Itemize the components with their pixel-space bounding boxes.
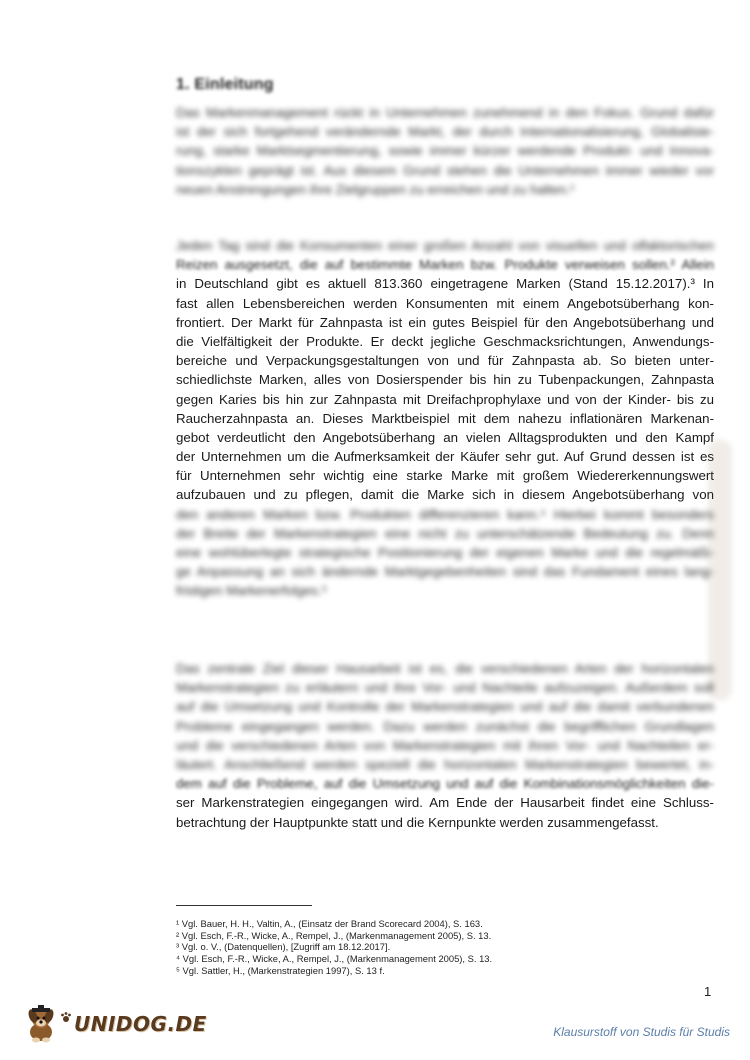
footnote: ² Vgl. Esch, F.-R., Wicke, A., Rempel, J., (Markenmanagement 2005), S. 13. (176, 929, 492, 941)
text-line-blurred: ge Anpassung an sich ändernde Marktgegebenheiten sind das Fundament eines lang- (176, 564, 714, 580)
logo-text: UNIDOG.DE (74, 1012, 207, 1036)
text-line: in Deutschland gibt es aktuell 813.360 eingetragene Marken (Stand 15.12.2017).³ In (176, 276, 714, 292)
text-line: aufzubauen und zu pflegen, damit die Marke sich in diesem Angebotsüberhang von (176, 487, 714, 503)
paw-icon (60, 1011, 72, 1023)
dog-mascot-icon (24, 1004, 58, 1044)
text-line-blurred: fristigen Markenerfolges.⁵ (176, 583, 328, 599)
footnotes (176, 918, 716, 977)
text-line-partial: dem auf die Probleme, auf die Umsetzung und auf die Kombinationsmöglichkeiten die- (176, 776, 714, 792)
text-line-blurred: der Breite der Markenstrategien eine nicht zu unterschätzende Bedeutung zu. Denn (176, 525, 714, 541)
text-line-blurred: Jeden Tag sind die Konsumenten einer großen Anzahl von visuellen und olfaktorischen (176, 238, 714, 253)
text-line-blurred: Das zentrale Ziel dieser Hausarbeit ist es, die verschiedenen Arten der horizontalen (176, 661, 714, 676)
footnote: ⁵ Vgl. Sattler, H., (Markenstrategien 1997), S. 13 f. (176, 964, 385, 976)
text-line: fast allen Lebensbereichen werden Konsumenten mit einem Angebotsüberhang kon- (176, 295, 714, 311)
text-line: betrachtung der Hauptpunkte statt und die Kernpunkte werden zusammengefasst. (176, 814, 659, 830)
paragraph-goal (176, 659, 714, 832)
footer-tagline: Klausurstoff von Studis für Studis (553, 1025, 730, 1039)
text-line: ser Markenstrategien eingegangen wird. Am Ende der Hausarbeit findet eine Schluss- (176, 795, 714, 811)
text-line: schiedlichste Marken, alles von Dosierspender bis hin zu Tubenpackungen, Zahnpasta (176, 372, 714, 388)
text-line: bereiche und Verpackungsgestaltungen von und für Zahnpasta ab. So bieten unter- (176, 353, 714, 369)
watermark-icon (700, 440, 740, 700)
footnote: ³ Vgl. o. V., (Datenquellen), [Zugriff am 18.12.2017]. (176, 941, 391, 953)
text-line: frontiert. Der Markt für Zahnpasta ist ein gutes Beispiel für den Angebotsüberhang und (176, 314, 714, 330)
footnote: ¹ Vgl. Bauer, H. H., Valtin, A., (Einsatz der Brand Scorecard 2004), S. 163. (176, 918, 483, 929)
text-line: die Vielfältigkeit der Produkte. Er deckt jegliche Geschmacksrichtungen, Anwendungs- (176, 333, 714, 349)
footnote-divider (176, 905, 312, 906)
text-line: rung, starke Marktsegmentierung, sowie immer kürzer werdende Produkt- und Innova- (176, 143, 714, 159)
page-number: 1 (704, 984, 712, 999)
paragraph-main (176, 236, 714, 601)
paragraph-intro-blurred (176, 103, 714, 199)
text-line: gebot verdeutlicht den Angebotsüberhang an vielen Alltagsprodukten und den Kampf (176, 429, 714, 445)
text-line-blurred: den anderen Marken bzw. Produkten differenzieren kann.⁴ Hierbei kommt besonders (176, 506, 714, 522)
text-line: gegen Karies bis hin zur Zahnpasta mit Dreifachprophylaxe und von der Kinder- bis zu (176, 391, 714, 407)
footnote: ⁴ Vgl. Esch, F.-R., Wicke, A., Rempel, J., (Markenmanagement 2005), S. 13. (176, 953, 493, 965)
text-line: für Unternehmen sehr wichtig eine starke Marke mit großem Wiedererkennungswert (176, 468, 714, 484)
text-line-blurred: läutert. Anschließend werden speziell die horizontalen Markenstrategien bewertet, in- (176, 756, 714, 772)
text-line: neuen Anstrengungen ihre Zielgruppen zu erreichen und zu halten.¹ (176, 181, 575, 197)
text-line-blurred: Probleme eingegangen werden. Dazu werden zunächst die begrifflichen Grundlagen (176, 718, 714, 734)
text-line-blurred: eine wohlüberlegte strategische Positionierung der eigenen Marke und die regelmäßi- (176, 545, 714, 560)
text-line: Das Markenmanagement rückt in Unternehmen zunehmend in den Fokus. Grund dafür (176, 105, 714, 120)
unidog-logo[interactable] (24, 1004, 207, 1044)
text-line-blurred: und die verschiedenen Arten von Markenstrategien mit ihren Vor- und Nachteilen er- (176, 737, 714, 753)
text-line: tionszyklen geprägt ist. Aus diesem Grund stehen die Unternehmen immer wieder vor (176, 162, 714, 178)
text-line: der Unternehmen um die Aufmerksamkeit der Käufer sehr gut. Auf Grund dessen ist es (176, 449, 714, 465)
text-line: Raucherzahnpasta an. Dieses Marktbeispiel mit dem nahezu inflationären Markenan- (176, 410, 714, 426)
text-line-partial: Reizen ausgesetzt, die auf bestimmte Marken bzw. Produkte verweisen sollen.² Allein (176, 257, 714, 273)
text-line-blurred: auf die Umsetzung und Kontrolle der Markenstrategien und auf die damit verbundenen (176, 699, 714, 715)
text-line: ist der sich fortgehend verändernde Markt, der durch Internationalisierung, Globalisie- (176, 124, 714, 140)
section-heading: 1. Einleitung (176, 76, 274, 93)
text-line-blurred: Markenstrategien zu erläutern und ihre Vor- und Nachteile aufzuzeigen. Außerdem soll (176, 680, 714, 696)
